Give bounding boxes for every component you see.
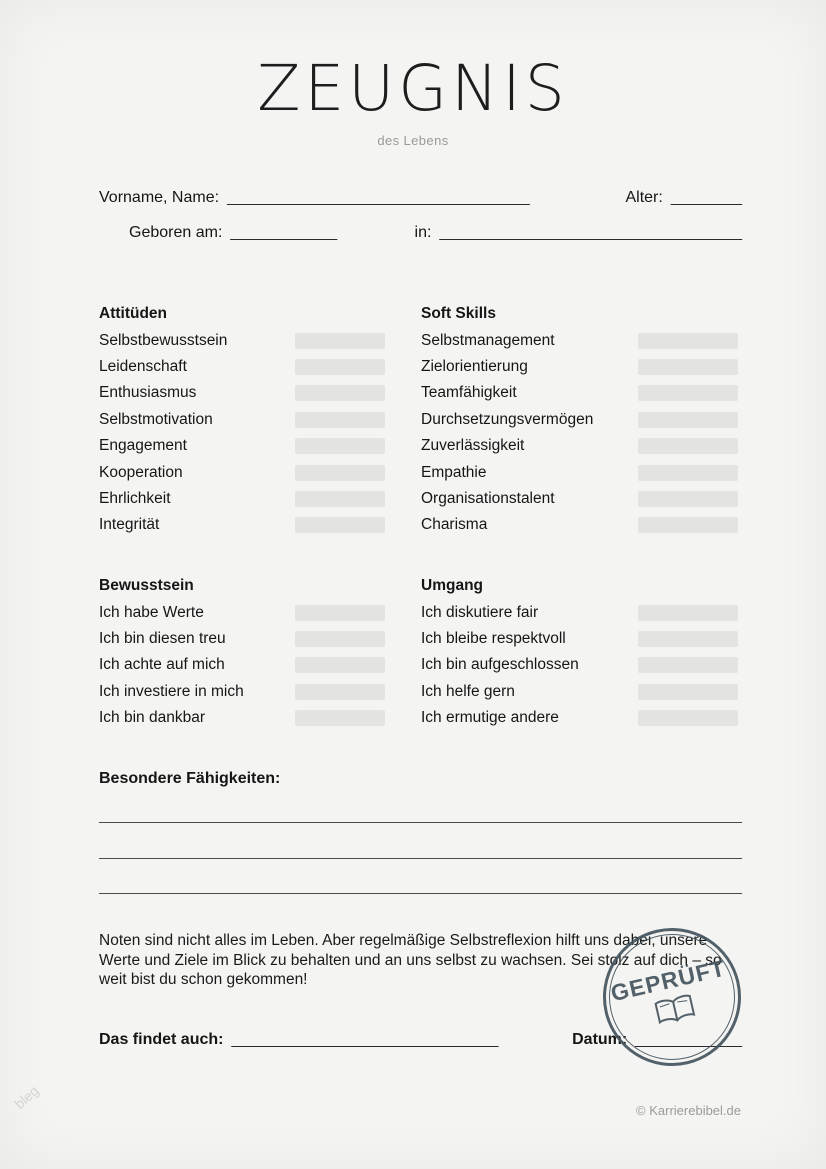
rating-label: Ich bin dankbar — [99, 709, 205, 727]
birth-row — [99, 224, 742, 242]
rating-label: Selbstmanagement — [421, 331, 555, 349]
rating-box — [638, 684, 738, 700]
section-title-attitudes: Attitüden — [99, 305, 168, 323]
rating-box — [638, 605, 738, 621]
rating-label: Engagement — [99, 437, 187, 455]
rating-box — [295, 412, 385, 428]
rating-box — [295, 465, 385, 481]
ratings-section-1 — [99, 301, 742, 539]
open-book-icon — [652, 992, 698, 1031]
rating-box — [638, 517, 738, 533]
rating-box — [638, 710, 738, 726]
rating-box — [295, 657, 385, 673]
rating-box — [638, 385, 738, 401]
name-label: Vorname, Name: — [99, 189, 220, 206]
rating-box — [295, 385, 385, 401]
rating-label: Leidenschaft — [99, 357, 187, 375]
ratings-section-2 — [99, 573, 742, 731]
rating-box — [295, 359, 385, 375]
rating-label: Ich helfe gern — [421, 682, 515, 700]
endorsement-fill-line: ______________________________ — [231, 1031, 499, 1048]
rating-box — [295, 333, 385, 349]
rating-label: Ehrlichkeit — [99, 489, 171, 507]
rating-label: Zielorientierung — [421, 357, 528, 375]
rating-box — [295, 491, 385, 507]
rating-box — [295, 710, 385, 726]
page-subtitle: des Lebens — [377, 133, 449, 148]
rating-label: Kooperation — [99, 463, 183, 481]
rating-box — [295, 605, 385, 621]
rating-label: Durchsetzungsvermögen — [421, 410, 594, 428]
rating-label: Teamfähigkeit — [421, 384, 517, 402]
name-fill-line: __________________________________ — [227, 189, 530, 206]
rating-label: Empathie — [421, 463, 487, 481]
rating-box — [295, 438, 385, 454]
rating-box — [638, 412, 738, 428]
date-fill-line: ____________ — [635, 1031, 742, 1048]
rating-label: Ich diskutiere fair — [421, 603, 539, 621]
write-in-line — [99, 858, 742, 859]
rating-label: Ich habe Werte — [99, 603, 204, 621]
born-fill-line: ____________ — [230, 224, 338, 241]
rating-label: Enthusiasmus — [99, 384, 197, 402]
rating-label: Ich investiere in mich — [99, 682, 244, 700]
name-row — [99, 189, 742, 207]
rating-box — [638, 465, 738, 481]
rating-box — [638, 631, 738, 647]
section-title-softskills: Soft Skills — [421, 305, 496, 323]
born-label: Geboren am: — [129, 224, 223, 241]
endorsement-label: Das findet auch: — [99, 1031, 224, 1048]
rating-label: Selbstmotivation — [99, 410, 213, 428]
birthplace-label: in: — [414, 224, 432, 241]
write-in-line — [99, 893, 742, 894]
section-title-awareness: Bewusstsein — [99, 577, 194, 595]
section-title-conduct: Umgang — [421, 577, 483, 595]
closing-paragraph: Noten sind nicht alles im Leben. Aber regelmäßige Selbstreflexion hilft uns dabei, unsere Werte und Ziele im Blick zu behalten und an uns selbst zu wachsen. Sei stolz auf dich – so weit bist du schon gekommen! — [99, 932, 722, 988]
rating-box — [638, 333, 738, 349]
rating-label: Charisma — [421, 516, 488, 534]
write-in-line — [99, 822, 742, 823]
age-fill-line: ________ — [670, 189, 742, 206]
rating-box — [638, 438, 738, 454]
rating-label: Ich bin diesen treu — [99, 629, 226, 647]
rating-label: Integrität — [99, 516, 160, 534]
rating-box — [295, 517, 385, 533]
rating-box — [295, 631, 385, 647]
rating-label: Ich bleibe respektvoll — [421, 629, 566, 647]
rating-box — [638, 491, 738, 507]
birthplace-fill-line: __________________________________ — [439, 224, 742, 241]
rating-box — [638, 359, 738, 375]
rating-label: Ich ermutige andere — [421, 709, 559, 727]
page-title: ZEUGNIS — [257, 52, 569, 125]
special-skills-label: Besondere Fähigkeiten: — [99, 770, 281, 787]
corner-watermark: bleg — [11, 1082, 42, 1112]
rating-label: Selbstbewusstsein — [99, 331, 228, 349]
rating-label: Zuverlässigkeit — [421, 437, 525, 455]
rating-label: Ich bin aufgeschlossen — [421, 656, 579, 674]
rating-box — [295, 684, 385, 700]
personal-data-block — [99, 189, 742, 242]
copyright-text: © Karrierebibel.de — [636, 1103, 741, 1118]
age-label: Alter: — [625, 189, 663, 206]
stamp-label: GEPRÜFT — [608, 954, 728, 1006]
date-label: Datum: — [572, 1031, 628, 1048]
rating-box — [638, 657, 738, 673]
rating-label: Ich achte auf mich — [99, 656, 225, 674]
rating-label: Organisationstalent — [421, 489, 555, 507]
